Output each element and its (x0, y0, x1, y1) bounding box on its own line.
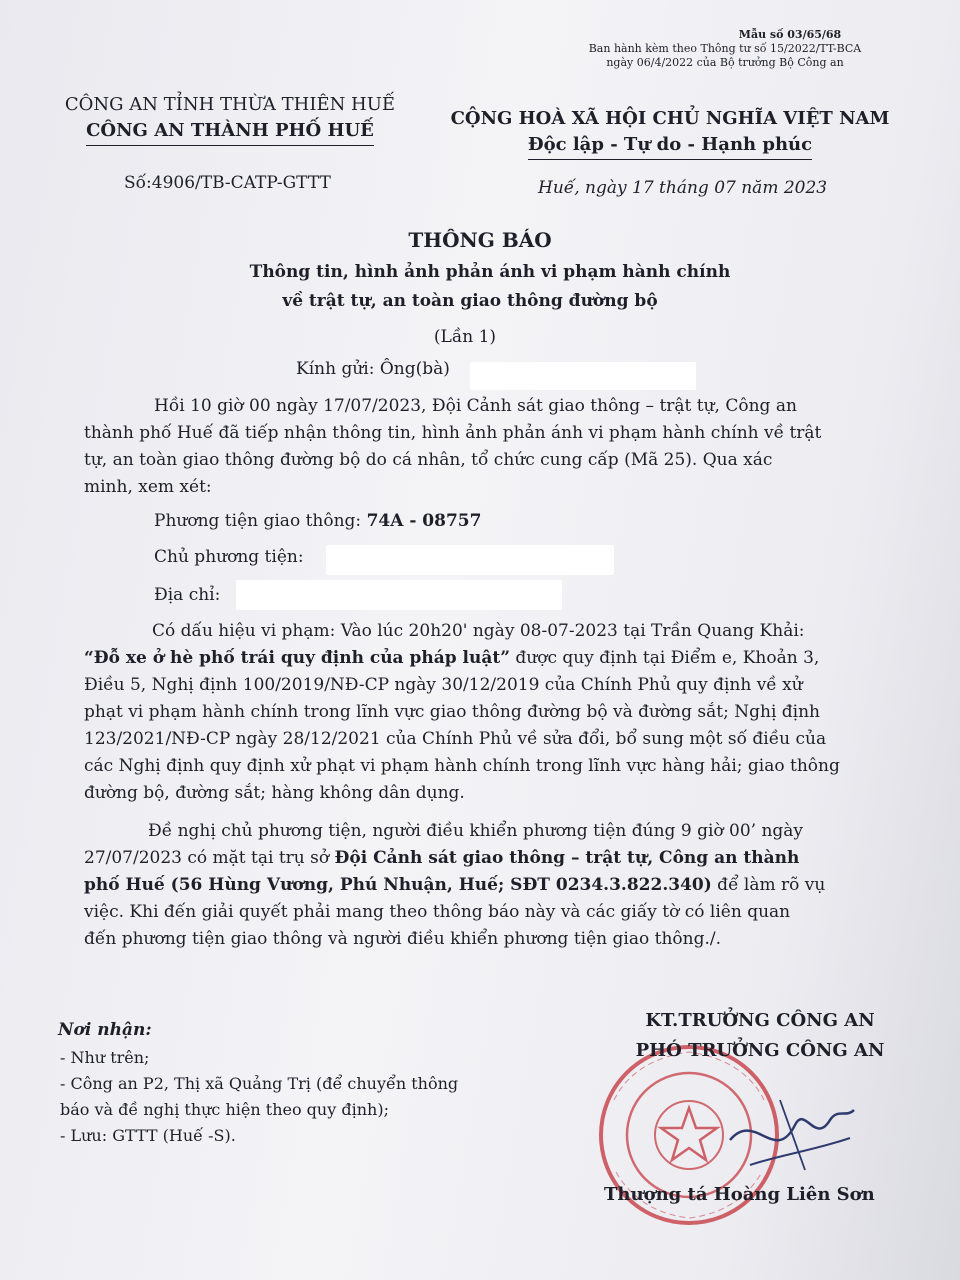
request-paragraph (84, 818, 914, 953)
recipient-item: - Công an P2, Thị xã Quảng Trị (để chuyển thông (60, 1074, 459, 1093)
vehicle-label: Phương tiện giao thông: (154, 511, 367, 531)
handwritten-signature (720, 1070, 860, 1190)
violation-line: Có dấu hiệu vi phạm: Vào lúc 20h20' ngày 08-07-2023 tại Trần Quang Khải: (152, 621, 805, 641)
signature-block (600, 1006, 920, 1066)
violation-line: Điều 5, Nghị định 100/2019/NĐ-CP ngày 30/12/2019 của Chính Phủ quy định về xử (84, 675, 803, 695)
document-title: THÔNG BÁO (408, 228, 552, 252)
violation-line: đường bộ, đường sắt; hàng không dân dụng. (84, 783, 465, 803)
violation-line: phạt vi phạm hành chính trong lĩnh vực giao thông đường bộ và đường sắt; Nghị định (84, 702, 821, 722)
recipient-item: - Lưu: GTTT (Huế -S). (60, 1126, 236, 1145)
recipients-list (60, 1045, 530, 1149)
document-number: Số:4906/TB-CATP-GTTT (124, 173, 331, 193)
request-office-address: phố Huế (56 Hùng Vương, Phú Nhuận, Huế; SĐT 0234.3.822.340) (84, 875, 712, 895)
recipient-item: - Như trên; (60, 1048, 150, 1067)
redacted-recipient-name (470, 362, 696, 390)
redacted-address (236, 580, 562, 610)
recipients-heading: Nơi nhận: (58, 1020, 152, 1040)
owner-label: Chủ phương tiện: (154, 547, 304, 567)
request-line: 27/07/2023 có mặt tại trụ sở (84, 848, 335, 868)
address-label: Địa chỉ: (154, 585, 221, 605)
intro-line: Hồi 10 giờ 00 ngày 17/07/2023, Đội Cảnh sát giao thông – trật tự, Công an (154, 396, 797, 416)
issuing-agency (20, 92, 440, 146)
request-line: để làm rõ vụ (711, 875, 826, 895)
document-date: Huế, ngày 17 tháng 07 năm 2023 (538, 178, 828, 198)
recipient-item: báo và đề nghị thực hiện theo quy định); (60, 1100, 389, 1119)
request-line: việc. Khi đến giải quyết phải mang theo thông báo này và các giấy tờ có liên quan (84, 902, 791, 922)
vehicle-line (154, 511, 481, 531)
request-office: Đội Cảnh sát giao thông – trật tự, Công an thành (334, 848, 800, 868)
document-subtitle-line-2: về trật tự, an toàn giao thông đường bộ (282, 291, 658, 311)
request-line: đến phương tiện giao thông và người điều khiển phương tiện giao thông./. (84, 929, 722, 949)
signer-title-line-2: PHÓ TRƯỞNG CÔNG AN (635, 1040, 885, 1061)
country-name: CỘNG HOÀ XÃ HỘI CHỦ NGHĨA VIỆT NAM (450, 108, 890, 129)
request-line: Đề nghị chủ phương tiện, người điều khiển phương tiện đúng 9 giờ 00’ ngày (148, 821, 804, 841)
signer-title-line-1: KT.TRƯỞNG CÔNG AN (645, 1010, 875, 1031)
agency-parent: CÔNG AN TỈNH THỪA THIÊN HUẾ (64, 94, 396, 115)
legal-basis-line-2: ngày 06/4/2022 của Bộ trưởng Bộ Công an (606, 56, 844, 69)
document-subtitle-line-1: Thông tin, hình ảnh phản ánh vi phạm hành chính (249, 262, 731, 282)
violation-paragraph (84, 618, 914, 807)
notice-round: (Lần 1) (433, 327, 497, 347)
national-motto (430, 106, 910, 160)
owner-line (154, 547, 304, 567)
address-line (154, 585, 220, 605)
intro-line: tự, an toàn giao thông đường bộ do cá nhân, tổ chức cung cấp (Mã 25). Qua xác (84, 450, 773, 470)
form-legal-basis (560, 42, 890, 70)
agency-name: CÔNG AN THÀNH PHỐ HUẾ (86, 118, 374, 146)
salutation: Kính gửi: Ông(bà) (296, 359, 450, 379)
intro-line: thành phố Huế đã tiếp nhận thông tin, hình ảnh phản ánh vi phạm hành chính về trật (84, 423, 822, 443)
violation-name: “Đỗ xe ở hè phố trái quy định của pháp luật” (84, 648, 511, 668)
violation-line: 123/2021/NĐ-CP ngày 28/12/2021 của Chính Phủ về sửa đổi, bổ sung một số điều của (84, 729, 827, 749)
form-code: Mẫu số 03/65/68 (738, 28, 842, 41)
redacted-owner-name (326, 545, 614, 575)
vehicle-plate: 74A - 08757 (366, 511, 482, 531)
intro-paragraph (84, 393, 914, 501)
violation-line: được quy định tại Điểm e, Khoản 3, (510, 648, 820, 668)
intro-line: minh, xem xét: (84, 477, 212, 497)
violation-line: các Nghị định quy định xử phạt vi phạm hành chính trong lĩnh vực hàng hải; giao thông (84, 756, 840, 776)
legal-basis-line-1: Ban hành kèm theo Thông tư số 15/2022/TT-BCA (588, 42, 862, 55)
motto-text: Độc lập - Tự do - Hạnh phúc (528, 132, 812, 160)
signer-name: Thượng tá Hoàng Liên Sơn (604, 1184, 875, 1205)
